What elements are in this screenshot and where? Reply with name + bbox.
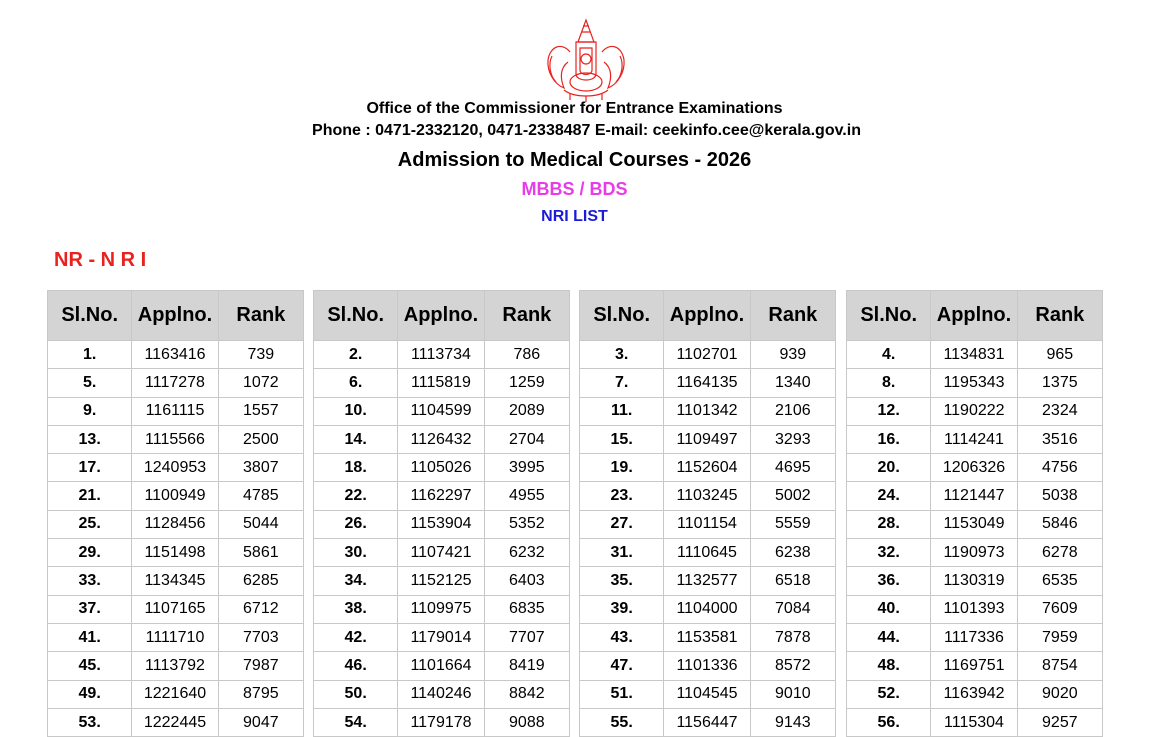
rank-cell: 2106 [750,397,835,425]
rank-cell: 6712 [218,595,303,623]
table-row [48,708,304,736]
rank-cell: 9257 [1017,708,1102,736]
table-header-row [580,291,836,341]
serial-cell: 18. [314,454,398,482]
serial-cell: 11. [580,397,664,425]
application-cell: 1153904 [398,510,484,538]
table-row [48,454,304,482]
rank-cell: 3995 [484,454,569,482]
serial-header: Sl.No. [580,291,664,341]
table-row [580,652,836,680]
table-row [314,708,570,736]
table-row [847,652,1103,680]
rank-cell: 1557 [218,397,303,425]
page-title: Admission to Medical Courses - 2026 [397,149,752,171]
serial-cell: 14. [314,425,398,453]
serial-cell: 23. [580,482,664,510]
application-cell: 1153581 [664,623,750,651]
rank-cell: 8795 [218,680,303,708]
application-cell: 1134831 [931,341,1017,369]
rank-cell: 2089 [484,397,569,425]
application-cell: 1115819 [398,369,484,397]
rank-header: Rank [1017,291,1102,341]
table-row [847,623,1103,651]
table-row [48,369,304,397]
rank-table-2 [313,290,570,737]
category-heading: NR - N R I [54,249,147,271]
rank-cell: 1340 [750,369,835,397]
application-cell: 1103245 [664,482,750,510]
rank-cell: 5002 [750,482,835,510]
rank-cell: 3807 [218,454,303,482]
rank-table-4 [846,290,1103,737]
table-row [314,623,570,651]
table-row [847,341,1103,369]
application-cell: 1113734 [398,341,484,369]
application-cell: 1221640 [132,680,218,708]
application-cell: 1117278 [132,369,218,397]
rank-cell: 9143 [750,708,835,736]
application-cell: 1163416 [132,341,218,369]
application-cell: 1179014 [398,623,484,651]
serial-cell: 3. [580,341,664,369]
serial-cell: 49. [48,680,132,708]
serial-cell: 1. [48,341,132,369]
table-row [48,567,304,595]
serial-cell: 26. [314,510,398,538]
table-row [314,454,570,482]
serial-cell: 56. [847,708,931,736]
application-cell: 1117336 [931,623,1017,651]
rank-cell: 8572 [750,652,835,680]
application-header: Applno. [664,291,750,341]
serial-cell: 31. [580,539,664,567]
table-row [847,680,1103,708]
serial-header: Sl.No. [48,291,132,341]
application-cell: 1153049 [931,510,1017,538]
table-row [48,425,304,453]
application-cell: 1134345 [132,567,218,595]
serial-cell: 13. [48,425,132,453]
rank-cell: 3293 [750,425,835,453]
serial-cell: 21. [48,482,132,510]
application-cell: 1114241 [931,425,1017,453]
table-row [847,708,1103,736]
rank-cell: 9010 [750,680,835,708]
kerala-emblem-icon [540,12,632,104]
serial-header: Sl.No. [847,291,931,341]
serial-cell: 20. [847,454,931,482]
serial-cell: 28. [847,510,931,538]
table-row [580,425,836,453]
application-cell: 1179178 [398,708,484,736]
rank-cell: 5861 [218,539,303,567]
table-row [580,510,836,538]
serial-cell: 53. [48,708,132,736]
table-row [314,510,570,538]
table-row [847,425,1103,453]
rank-cell: 8419 [484,652,569,680]
serial-cell: 25. [48,510,132,538]
rank-cell: 8842 [484,680,569,708]
serial-cell: 19. [580,454,664,482]
application-cell: 1104545 [664,680,750,708]
table-row [314,341,570,369]
serial-cell: 33. [48,567,132,595]
table-row [48,482,304,510]
application-cell: 1206326 [931,454,1017,482]
application-cell: 1152125 [398,567,484,595]
application-cell: 1105026 [398,454,484,482]
application-cell: 1102701 [664,341,750,369]
rank-cell: 6238 [750,539,835,567]
rank-cell: 4785 [218,482,303,510]
serial-cell: 32. [847,539,931,567]
application-cell: 1115566 [132,425,218,453]
application-cell: 1132577 [664,567,750,595]
rank-cell: 6232 [484,539,569,567]
serial-cell: 52. [847,680,931,708]
application-cell: 1101393 [931,595,1017,623]
rank-cell: 7959 [1017,623,1102,651]
serial-cell: 40. [847,595,931,623]
rank-cell: 6535 [1017,567,1102,595]
table-header-row [48,291,304,341]
table-row [847,397,1103,425]
table-row [847,595,1103,623]
table-row [580,454,836,482]
rank-cell: 786 [484,341,569,369]
rank-table-1 [47,290,304,737]
serial-cell: 22. [314,482,398,510]
table-row [314,595,570,623]
rank-cell: 3516 [1017,425,1102,453]
table-row [847,567,1103,595]
rank-cell: 5846 [1017,510,1102,538]
course-subtitle: MBBS / BDS [521,179,628,199]
application-cell: 1240953 [132,454,218,482]
rank-cell: 1072 [218,369,303,397]
rank-cell: 5352 [484,510,569,538]
rank-cell: 7703 [218,623,303,651]
serial-cell: 8. [847,369,931,397]
application-cell: 1190222 [931,397,1017,425]
rank-cell: 6403 [484,567,569,595]
application-cell: 1109975 [398,595,484,623]
list-name: NRI LIST [541,208,608,225]
serial-cell: 35. [580,567,664,595]
rank-cell: 6285 [218,567,303,595]
application-cell: 1222445 [132,708,218,736]
rank-cell: 1259 [484,369,569,397]
serial-cell: 17. [48,454,132,482]
application-cell: 1109497 [664,425,750,453]
serial-cell: 16. [847,425,931,453]
rank-cell: 6278 [1017,539,1102,567]
table-row [48,510,304,538]
table-row [847,454,1103,482]
contact-line: Phone : 0471-2332120, 0471-2338487 E-mail: ceekinfo.cee@kerala.gov.in [312,122,861,139]
application-cell: 1195343 [931,369,1017,397]
table-row [580,623,836,651]
rank-cell: 4695 [750,454,835,482]
serial-cell: 51. [580,680,664,708]
serial-cell: 42. [314,623,398,651]
rank-cell: 9020 [1017,680,1102,708]
rank-cell: 5044 [218,510,303,538]
rank-header: Rank [484,291,569,341]
application-cell: 1169751 [931,652,1017,680]
table-row [314,567,570,595]
application-cell: 1163942 [931,680,1017,708]
application-header: Applno. [398,291,484,341]
rank-cell: 2704 [484,425,569,453]
serial-cell: 29. [48,539,132,567]
serial-cell: 39. [580,595,664,623]
rank-cell: 7084 [750,595,835,623]
serial-cell: 50. [314,680,398,708]
table-row [48,680,304,708]
rank-table-3 [579,290,836,737]
serial-cell: 5. [48,369,132,397]
rank-cell: 7707 [484,623,569,651]
application-cell: 1161115 [132,397,218,425]
table-row [580,539,836,567]
serial-cell: 12. [847,397,931,425]
table-header-row [314,291,570,341]
application-cell: 1121447 [931,482,1017,510]
serial-cell: 46. [314,652,398,680]
table-row [48,652,304,680]
table-row [580,680,836,708]
serial-cell: 54. [314,708,398,736]
serial-header: Sl.No. [314,291,398,341]
table-row [48,623,304,651]
rank-cell: 9088 [484,708,569,736]
rank-header: Rank [218,291,303,341]
serial-cell: 2. [314,341,398,369]
application-cell: 1101664 [398,652,484,680]
table-row [48,539,304,567]
rank-cell: 8754 [1017,652,1102,680]
table-row [847,369,1103,397]
table-row [314,425,570,453]
serial-cell: 36. [847,567,931,595]
application-cell: 1107165 [132,595,218,623]
office-title: Office of the Commissioner for Entrance Examinations [366,100,783,117]
rank-cell: 5559 [750,510,835,538]
table-row [580,595,836,623]
rank-cell: 4756 [1017,454,1102,482]
table-row [580,397,836,425]
serial-cell: 47. [580,652,664,680]
table-row [314,482,570,510]
application-cell: 1110645 [664,539,750,567]
table-row [580,341,836,369]
application-cell: 1101154 [664,510,750,538]
application-cell: 1128456 [132,510,218,538]
serial-cell: 7. [580,369,664,397]
application-cell: 1111710 [132,623,218,651]
serial-cell: 30. [314,539,398,567]
rank-cell: 9047 [218,708,303,736]
table-row [314,539,570,567]
rank-cell: 6518 [750,567,835,595]
rank-cell: 7987 [218,652,303,680]
serial-cell: 41. [48,623,132,651]
application-cell: 1152604 [664,454,750,482]
application-cell: 1126432 [398,425,484,453]
serial-cell: 38. [314,595,398,623]
serial-cell: 55. [580,708,664,736]
serial-cell: 24. [847,482,931,510]
rank-cell: 965 [1017,341,1102,369]
serial-cell: 45. [48,652,132,680]
application-cell: 1162297 [398,482,484,510]
table-row [48,397,304,425]
table-row [48,595,304,623]
rank-cell: 1375 [1017,369,1102,397]
serial-cell: 9. [48,397,132,425]
rank-cell: 6835 [484,595,569,623]
table-row [847,539,1103,567]
application-cell: 1100949 [132,482,218,510]
rank-cell: 4955 [484,482,569,510]
serial-cell: 37. [48,595,132,623]
table-row [48,341,304,369]
application-cell: 1140246 [398,680,484,708]
application-cell: 1104599 [398,397,484,425]
serial-cell: 43. [580,623,664,651]
rank-cell: 939 [750,341,835,369]
application-cell: 1101336 [664,652,750,680]
rank-cell: 2500 [218,425,303,453]
serial-cell: 44. [847,623,931,651]
table-row [580,708,836,736]
table-row [314,369,570,397]
table-row [847,482,1103,510]
rank-cell: 5038 [1017,482,1102,510]
serial-cell: 27. [580,510,664,538]
application-header: Applno. [132,291,218,341]
rank-header: Rank [750,291,835,341]
table-row [314,652,570,680]
table-row [580,369,836,397]
serial-cell: 4. [847,341,931,369]
serial-cell: 48. [847,652,931,680]
table-row [580,567,836,595]
table-header-row [847,291,1103,341]
application-cell: 1115304 [931,708,1017,736]
serial-cell: 6. [314,369,398,397]
table-row [314,397,570,425]
rank-cell: 7878 [750,623,835,651]
application-cell: 1151498 [132,539,218,567]
rank-cell: 2324 [1017,397,1102,425]
rank-cell: 7609 [1017,595,1102,623]
table-row [847,510,1103,538]
application-cell: 1156447 [664,708,750,736]
serial-cell: 10. [314,397,398,425]
application-cell: 1113792 [132,652,218,680]
application-cell: 1104000 [664,595,750,623]
table-row [580,482,836,510]
application-cell: 1190973 [931,539,1017,567]
rank-cell: 739 [218,341,303,369]
application-cell: 1101342 [664,397,750,425]
application-cell: 1130319 [931,567,1017,595]
application-cell: 1164135 [664,369,750,397]
application-header: Applno. [931,291,1017,341]
table-row [314,680,570,708]
application-cell: 1107421 [398,539,484,567]
serial-cell: 15. [580,425,664,453]
serial-cell: 34. [314,567,398,595]
